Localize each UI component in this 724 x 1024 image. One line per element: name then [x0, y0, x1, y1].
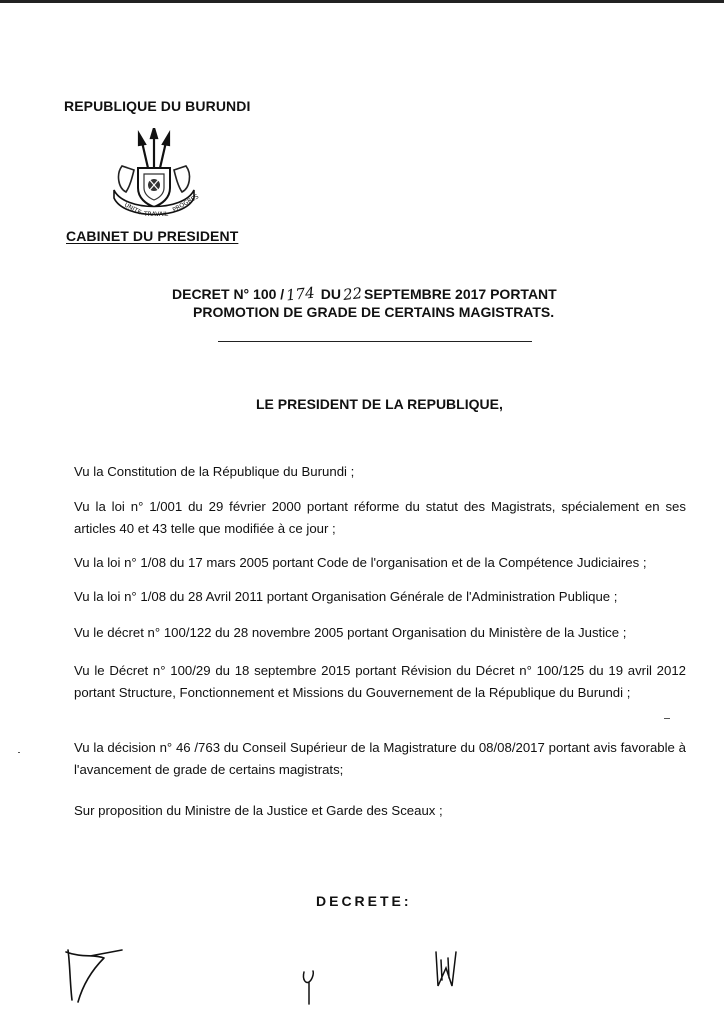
- consideration-revision-decret: Vu le Décret n° 100/29 du 18 septembre 2015 portant Révision du Décret n° 100/125 du 19 avril 2012 portant Structure, Fonctionnement et Missions du Gouvernement de la République du Burundi ;: [74, 663, 686, 700]
- consideration-ministere-justice: Vu le décret n° 100/122 du 28 novembre 2005 portant Organisation du Ministère de la Justice ;: [74, 625, 627, 640]
- consideration-statut-magistrats: Vu la loi n° 1/001 du 29 février 2000 portant réforme du statut des Magistrats, spécialement en ses articles 40 et 43 telle que modifiée à ce jour ;: [74, 499, 686, 536]
- scan-speck: [664, 718, 670, 719]
- handwritten-initial-mark-icon: [298, 968, 320, 1006]
- consideration-administration-publique: Vu la loi n° 1/08 du 28 Avril 2011 portant Organisation Générale de l'Administration Publique ;: [74, 589, 618, 604]
- page-top-border: [0, 0, 724, 3]
- consideration-constitution: Vu la Constitution de la République du Burundi ;: [74, 464, 355, 479]
- emblem-motto-right: PROGRES: [171, 193, 201, 214]
- emblem-motto-center: TRAVAIL: [144, 211, 169, 218]
- decree-title-line-2: PROMOTION DE GRADE DE CERTAINS MAGISTRATS.: [193, 304, 555, 320]
- decree-day-handwritten: 22: [342, 284, 363, 304]
- consideration-conseil-superieur: Vu la décision n° 46 /763 du Conseil Supérieur de la Magistrature du 08/08/2017 portant avis favorable à l'avancement de grade de certains magistrats;: [74, 740, 686, 777]
- cabinet-heading: CABINET DU PRESIDENT: [66, 228, 239, 244]
- decree-title-prefix: DECRET N° 100 /: [172, 286, 285, 302]
- decree-title-du: DU: [320, 286, 341, 302]
- decree-title-line-1: [172, 285, 557, 303]
- consideration-code-organisation: Vu la loi n° 1/08 du 17 mars 2005 portant Code de l'organisation et de la Compétence Judiciaires ;: [74, 555, 647, 570]
- handwritten-initial-w-icon: [432, 950, 460, 990]
- republic-heading: REPUBLIQUE DU BURUNDI: [64, 98, 251, 114]
- coat-of-arms-emblem: [104, 128, 204, 224]
- consideration-proposition-ministre: Sur proposition du Ministre de la Justice et Garde des Sceaux ;: [74, 803, 443, 818]
- emblem-motto-left: UNITE: [123, 201, 143, 217]
- decree-title-suffix: SEPTEMBRE 2017 PORTANT: [364, 286, 557, 302]
- decree-number-handwritten: 174: [285, 283, 316, 305]
- president-heading: LE PRESIDENT DE LA REPUBLIQUE,: [256, 396, 503, 412]
- scan-speck: [18, 752, 20, 753]
- title-divider: [218, 341, 532, 342]
- decrete-heading: DECRETE:: [316, 893, 412, 909]
- handwritten-initial-signature-icon: [60, 944, 126, 1004]
